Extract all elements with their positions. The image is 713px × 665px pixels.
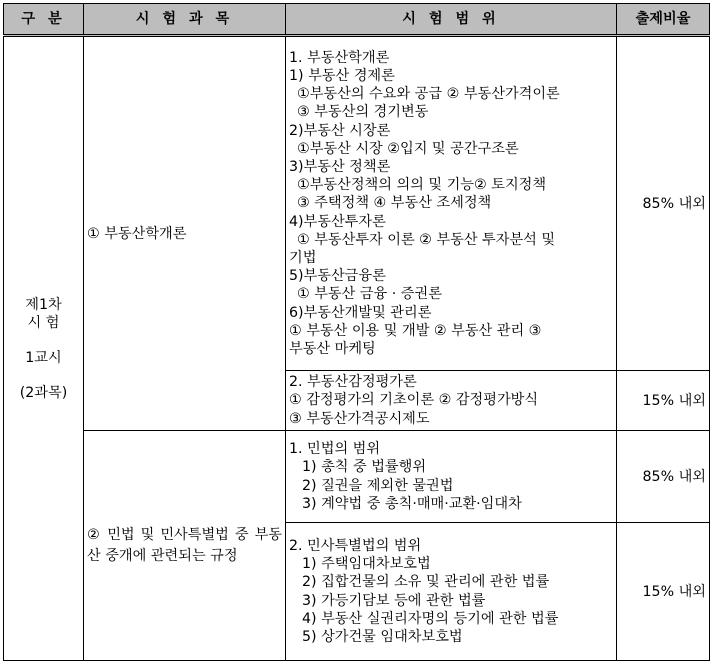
- category-line: 1교시: [25, 349, 62, 366]
- scope-cell: [286, 36, 617, 371]
- header-category: 구 분: [4, 4, 84, 36]
- category-line: 제1차: [25, 296, 62, 313]
- scope-line: ①부동산의 수요와 공급 ② 부동산가격이론: [297, 86, 560, 103]
- exam-scope-table: [3, 3, 710, 661]
- scope-line: 3) 계약법 중 총칙·매매·교환·임대차: [302, 495, 522, 512]
- scope-line: 4)부동산투자론: [289, 213, 386, 230]
- scope-line: ③ 주택정책 ④ 부동산 조세정책: [297, 195, 492, 212]
- rate-value: 85% 내외: [617, 431, 710, 523]
- scope-cell: [286, 523, 617, 661]
- scope-line: 기법: [289, 250, 317, 266]
- scope-line: 1. 민법의 범위: [289, 441, 381, 458]
- subject-name: ① 부동산학개론: [84, 36, 286, 431]
- scope-line: ① 부동산투자 이론 ② 부동산 투자분석 및: [297, 231, 556, 248]
- header-rate: 출제비율: [617, 4, 710, 36]
- scope-line: 2) 질권을 제외한 물권법: [302, 477, 454, 494]
- scope-line: 2)부동산 시장론: [289, 122, 391, 139]
- rate-value: 85% 내외: [617, 36, 710, 371]
- scope-line: ① 감정평가의 기초이론 ② 감정평가방식: [289, 392, 539, 409]
- header-subject: 시 험 과 목: [84, 4, 286, 36]
- scope-line: 4) 부동산 실권리자명의 등기에 관한 법률: [302, 610, 559, 627]
- rate-value: 15% 내외: [617, 523, 710, 661]
- scope-line: 5) 상가건물 임대차보호법: [302, 628, 463, 645]
- category-cell: [4, 36, 84, 661]
- scope-line: ①부동산 시장 ②입지 및 공간구조론: [297, 140, 519, 157]
- category-line: 시 험: [27, 314, 60, 331]
- scope-line: 6)부동산개발및 관리론: [289, 304, 432, 321]
- scope-cell: [286, 431, 617, 523]
- scope-line: 1) 총칙 중 법률행위: [302, 459, 427, 476]
- scope-line: 부동산 마케팅: [289, 341, 376, 358]
- scope-line: 2. 민사특별법의 범위: [289, 537, 422, 554]
- scope-line: 3)부동산 정책론: [289, 158, 391, 175]
- subject-name: ② 민법 및 민사특별법 중 부동산 중개에 관련되는 규정: [84, 431, 286, 661]
- category-line: (2과목): [19, 384, 68, 401]
- header-scope: 시 험 범 위: [286, 4, 617, 36]
- scope-cell: [286, 371, 617, 431]
- scope-line: 2. 부동산감정평가론: [289, 374, 417, 391]
- scope-line: 3) 가등기담보 등에 관한 법률: [302, 592, 486, 609]
- table-header-row: [4, 4, 710, 36]
- scope-line: 1) 부동산 경제론: [289, 67, 395, 84]
- scope-line: ③ 부동산가격공시제도: [289, 410, 430, 427]
- scope-line: 1. 부동산학개론: [289, 49, 390, 66]
- table-row: [4, 36, 710, 371]
- scope-line: ① 부동산 금융 · 증권론: [297, 286, 442, 303]
- table-row: [4, 431, 710, 523]
- scope-line: 5)부동산금융론: [289, 268, 386, 285]
- scope-line: ③ 부동산의 경기변동: [297, 104, 429, 121]
- scope-line: ① 부동산 이용 및 개발 ② 부동산 관리 ③: [289, 322, 542, 339]
- scope-line: 2) 집합건물의 소유 및 관리에 관한 법률: [302, 574, 550, 591]
- rate-value: 15% 내외: [617, 371, 710, 431]
- scope-line: 1) 주택임대차보호법: [302, 556, 431, 573]
- scope-line: ①부동산정책의 의의 및 기능② 토지정책: [297, 177, 547, 194]
